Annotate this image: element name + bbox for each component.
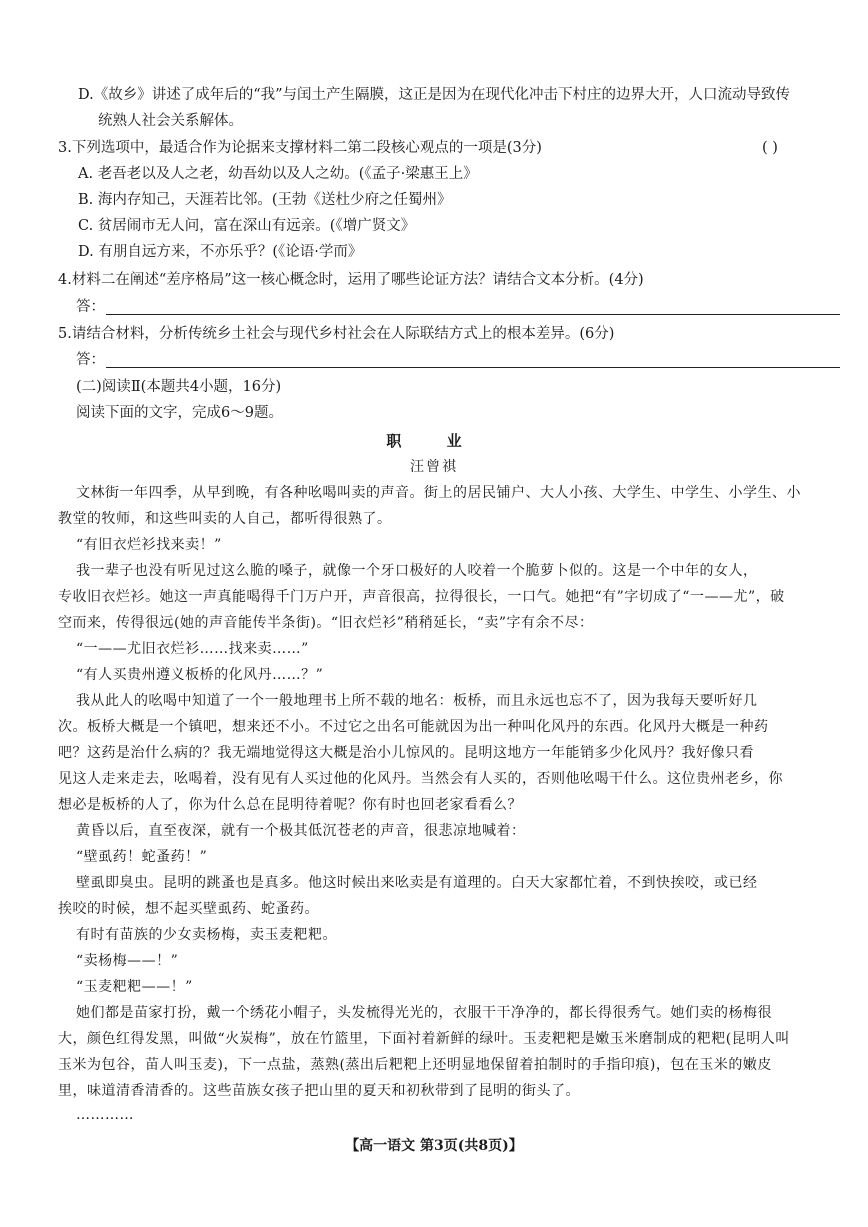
article-line: 她们都是苗家打扮，戴一个绣花小帽子，头发梳得光光的，衣服干干净净的，都长得很秀气。她们卖的杨梅很 xyxy=(76,1005,772,1021)
page-footer: 【高一语文 第3页(共8页)】 xyxy=(345,1138,523,1154)
question-5-answer-label: 答： xyxy=(76,352,105,368)
question-3-answer-paren[interactable]: ( ) xyxy=(762,140,778,156)
question-5-stem: 5.请结合材料，分析传统乡土社会与现代乡村社会在人际联结方式上的根本差异。(6分) xyxy=(58,326,615,342)
article-ellipsis: ………… xyxy=(76,1107,134,1123)
article-line: 吧？这药是治什么病的？我无端地觉得这大概是治小儿惊风的。昆明这地方一年能销多少化风丹？我好像只看 xyxy=(58,745,754,761)
article-line: 空而来，传得很远(她的声音能传半条街)。“旧衣烂衫”稍稍延长，“卖”字有余不尽： xyxy=(58,615,594,631)
q2-option-d-line1: D.《故乡》讲述了成年后的“我”与闰土产生隔膜，这正是因为在现代化冲击下村庄的边界大开，人口流动导致传 xyxy=(78,87,791,103)
article-line: “有旧衣烂衫找来卖！” xyxy=(76,537,222,553)
section-2-instruction: 阅读下面的文字，完成6～9题。 xyxy=(76,405,283,421)
article-line: 黄昏以后，直至夜深，就有一个极其低沉苍老的声音，很悲凉地喊着： xyxy=(76,823,526,839)
question-3-stem: 3.下列选项中，最适合作为论据来支撑材料二第二段核心观点的一项是(3分) xyxy=(58,140,542,156)
article-line: 想必是板桥的人了，你为什么总在昆明待着呢？你有时也回老家看看么？ xyxy=(58,797,522,813)
question-5-answer-line[interactable] xyxy=(76,350,840,370)
article-line: 我从此人的吆喝中知道了一个一般地理书上所不载的地名：板桥，而且永远也忘不了，因为我每天要听好几 xyxy=(76,693,758,709)
article-line: 有时有苗族的少女卖杨梅，卖玉麦粑粑。 xyxy=(76,927,337,943)
question-3-option-b: B. 海内存知己，天涯若比邻。(王勃《送杜少府之任蜀州》 xyxy=(78,192,452,208)
article-line: 专收旧衣烂衫。她这一声真能喝得千门万户开，声音很高，拉得很长，一口气。她把“有”字切成了“一——尤”，破 xyxy=(58,589,785,605)
article-line: 见这人走来走去，吆喝着，没有见有人买过他的化风丹。当然会有人买的，否则他吆喝干什么。这位贵州老乡，你 xyxy=(58,771,783,787)
question-4-stem: 4.材料二在阐述“差序格局”这一核心概念时，运用了哪些论证方法？请结合文本分析。(4分) xyxy=(58,272,644,288)
article-title: 职 业 xyxy=(386,432,482,450)
article-line: “有人买贵州遵义板桥的化风丹……？” xyxy=(76,667,324,683)
article-line: 挨咬的时候，想不起买壁虱药、蛇蚤药。 xyxy=(58,901,319,917)
question-3-option-a: A. 老吾老以及人之老，幼吾幼以及人之幼。(《孟子·梁惠王上》 xyxy=(78,166,478,182)
article-line: “壁虱药！蛇蚤药！” xyxy=(76,849,208,865)
question-4-answer-rule xyxy=(106,314,840,315)
article-line: 我一辈子也没有听见过这么脆的嗓子，就像一个牙口极好的人咬着一个脆萝卜似的。这是一个中年的女人， xyxy=(76,563,758,579)
article-line: 壁虱即臭虫。昆明的跳蚤也是真多。他这时候出来吆卖是有道理的。白天大家都忙着，不到快挨咬，或已经 xyxy=(76,875,758,891)
q2-option-d-line2: 统熟人社会关系解体。 xyxy=(98,113,243,129)
question-4-answer-line[interactable] xyxy=(76,297,840,317)
article-line: 教堂的牧师，和这些叫卖的人自己，都听得很熟了。 xyxy=(58,511,392,527)
article-line: 玉米为包谷，苗人叫玉麦)，下一点盐，蒸熟(蒸出后粑粑上还明显地保留着拍制时的手指印痕)，包在玉米的嫩皮 xyxy=(58,1057,772,1073)
question-4-answer-label: 答： xyxy=(76,299,105,315)
article-line: 次。板桥大概是一个镇吧，想来还不小。不过它之出名可能就因为出一种叫化风丹的东西。化风丹大概是一种药 xyxy=(58,719,769,735)
section-2-heading: (二)阅读Ⅱ(本题共4小题，16分) xyxy=(76,379,282,395)
question-3-option-c: C. 贫居闹市无人问，富在深山有远亲。(《增广贤文》 xyxy=(78,218,416,234)
article-line: “一——尤旧衣烂衫……找来卖……” xyxy=(76,641,309,657)
question-5-answer-rule xyxy=(106,367,840,368)
question-3-option-d: D. 有朋自远方来，不亦乐乎？(《论语·学而》 xyxy=(78,244,363,260)
article-line: “卖杨梅——！” xyxy=(76,953,179,969)
article-line: “玉麦粑粑——！” xyxy=(76,979,193,995)
article-author: 汪曾祺 xyxy=(410,459,458,475)
article-line: 里，味道清香清香的。这些苗族女孩子把山里的夏天和初秋带到了昆明的街头了。 xyxy=(58,1083,580,1099)
article-line: 大，颜色红得发黑，叫做“火炭梅”，放在竹篮里，下面衬着新鲜的绿叶。玉麦粑粑是嫩玉米磨制成的粑粑(昆明人叫 xyxy=(58,1031,790,1047)
article-line: 文林街一年四季，从早到晚，有各种吆喝叫卖的声音。街上的居民铺户、大人小孩、大学生、中学生、小学生、小 xyxy=(76,485,801,501)
